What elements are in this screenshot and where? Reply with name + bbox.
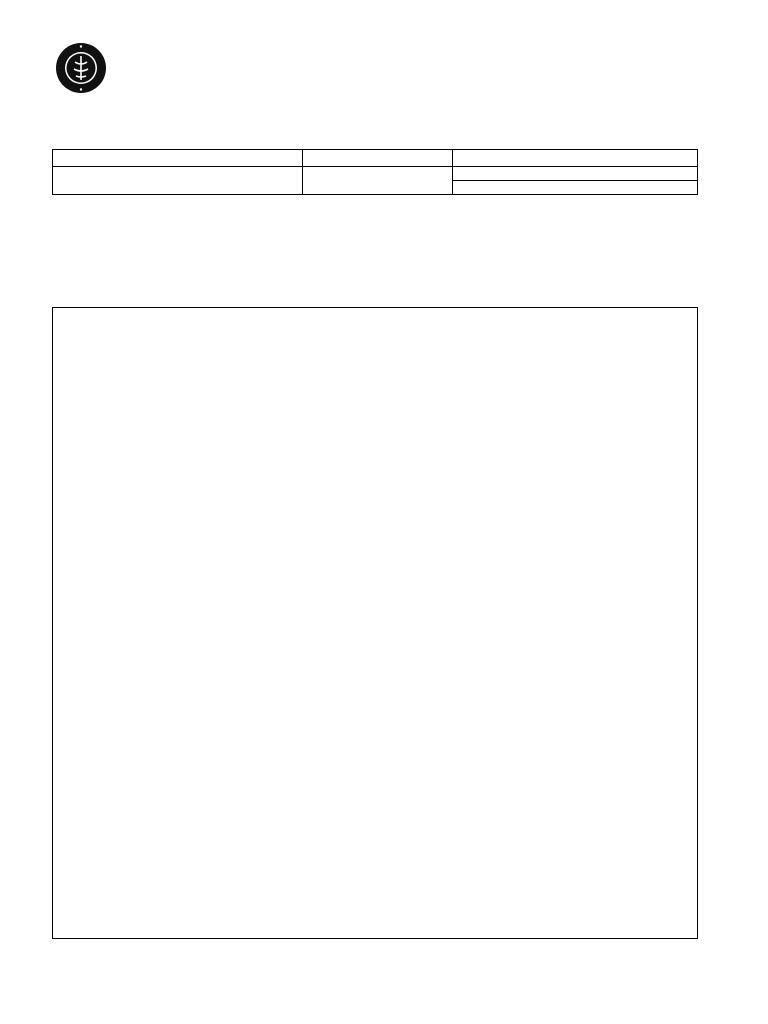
signalement-header: [53, 150, 303, 167]
status-list: [453, 181, 698, 195]
signalement-table: [52, 149, 698, 195]
anamnesis-field[interactable]: [303, 167, 453, 195]
status-present-table: [52, 307, 698, 939]
institution-logo: [55, 42, 107, 94]
anamnesis-header: [303, 150, 453, 167]
status-sub: [453, 167, 698, 181]
status-header: [453, 150, 698, 167]
signalement-list: [53, 167, 303, 195]
